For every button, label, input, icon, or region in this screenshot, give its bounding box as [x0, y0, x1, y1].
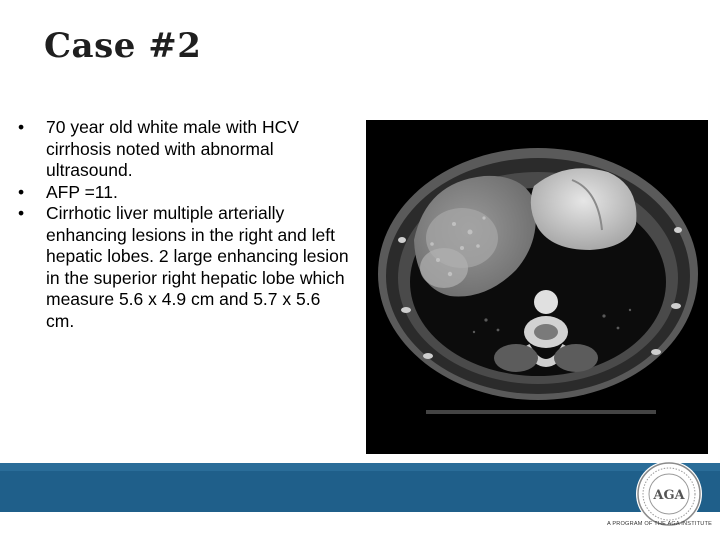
bullet-text: AFP =11.	[46, 181, 118, 202]
seal-letters: AGA	[653, 488, 685, 503]
bullet-item	[18, 203, 353, 332]
bullet-dot: •	[18, 203, 25, 223]
ct-scan-image	[366, 120, 708, 454]
bullet-item	[18, 182, 353, 204]
bullet-dot: •	[18, 181, 25, 202]
bullet-item	[18, 117, 353, 182]
bullet-text: Cirrhotic liver multiple arterially enhancing lesions in the right and left hepatic lobes. 2 large enhancing lesion in the superior right hepatic lobe which measure 5.6 x 4.9 cm and 5.7 x 5.6 cm.	[46, 203, 349, 331]
bullet-text: 70 year old white male with HCV cirrhosis noted with abnormal ultrasound.	[46, 117, 299, 180]
footer-bar-highlight	[0, 463, 720, 471]
aga-seal-logo	[636, 461, 702, 527]
bullet-list	[18, 117, 353, 332]
slide-title: Case #2	[44, 26, 202, 66]
bullet-dot: •	[18, 117, 25, 137]
footer-tagline: A PROGRAM OF THE AGA INSTITUTE	[606, 521, 712, 527]
